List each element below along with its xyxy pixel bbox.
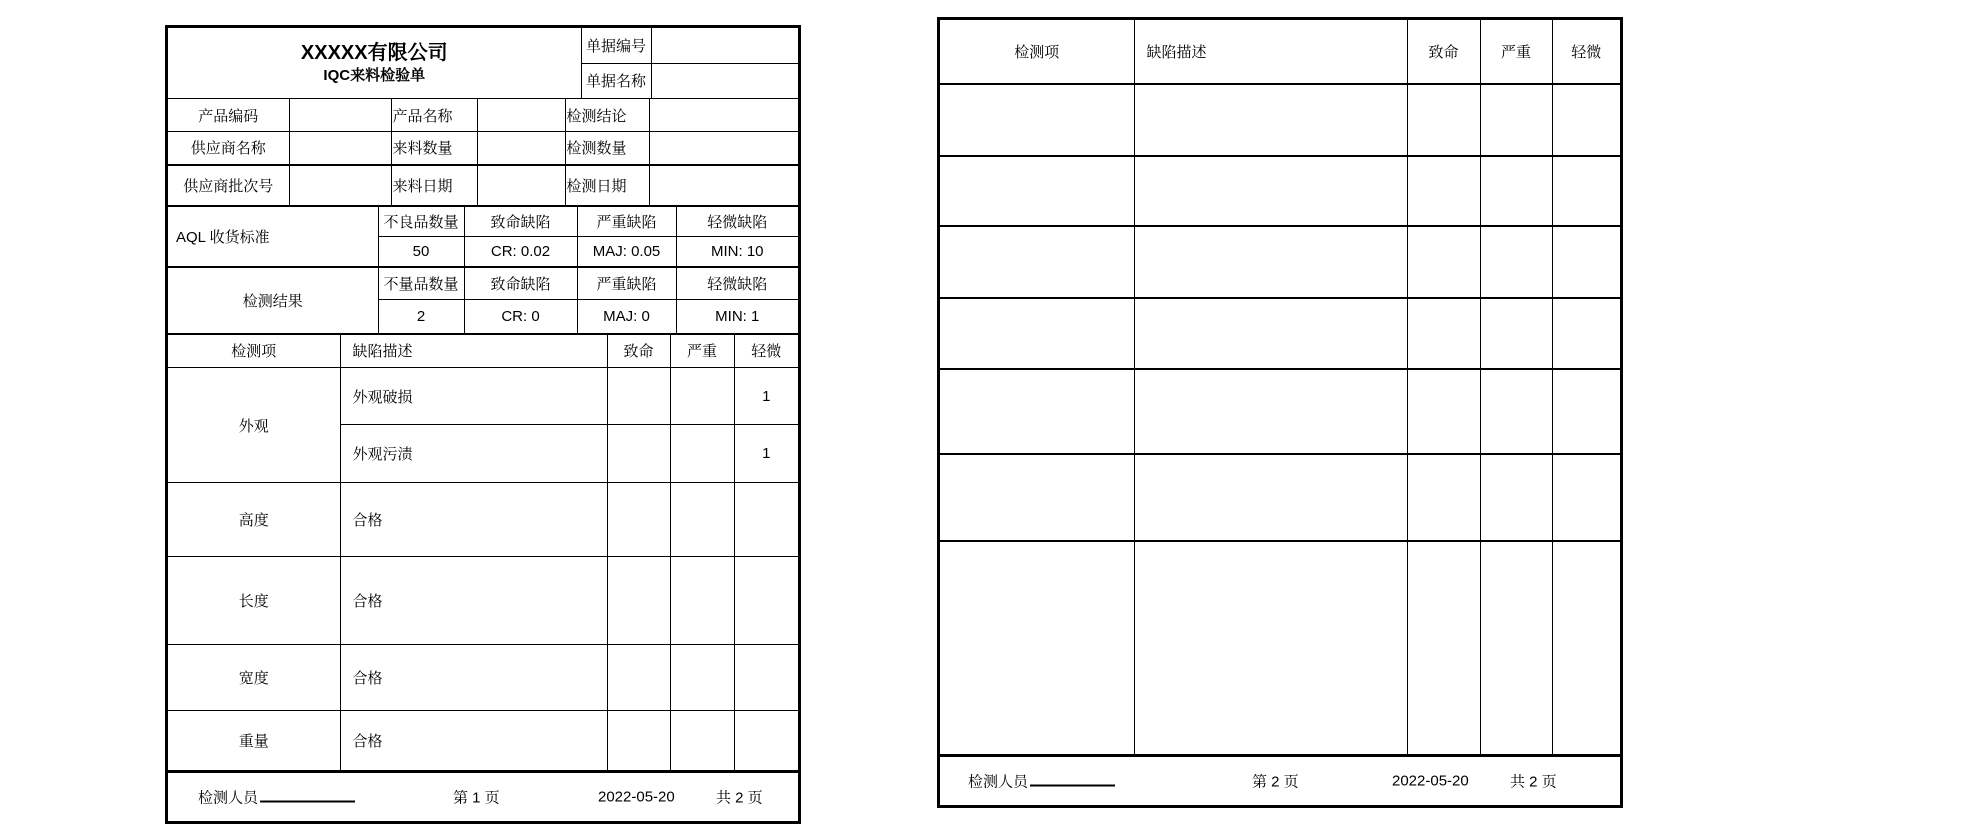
major-count [670, 425, 734, 483]
column-header-major: 严重 [670, 334, 734, 368]
critical-count [607, 425, 670, 483]
empty-cell [1480, 454, 1552, 541]
signature-line [1030, 772, 1115, 787]
aql-standard-label: AQL 收货标准 [168, 206, 378, 267]
table-row [168, 165, 798, 205]
empty-cell [940, 84, 1134, 156]
signature-line [260, 787, 355, 802]
empty-cell [1480, 541, 1552, 754]
column-header-major: 严重 [1480, 20, 1552, 84]
empty-cell [940, 298, 1134, 369]
minor-defect-header: 轻微缺陷 [676, 206, 798, 237]
inspection-result-label: 检测结果 [168, 267, 378, 333]
header-block [168, 28, 798, 98]
iqc-form-page-1 [165, 25, 801, 824]
column-header-minor: 轻微 [1552, 20, 1620, 84]
table-row [940, 226, 1620, 298]
minor-count [734, 557, 798, 645]
page-footer [940, 754, 1620, 805]
table-row [940, 369, 1620, 454]
empty-cell [1407, 156, 1480, 226]
inspector-signature [968, 771, 1115, 792]
table-row [168, 368, 798, 425]
table-row [168, 645, 798, 711]
critical-count [607, 645, 670, 711]
defect-qty-value: 50 [378, 237, 464, 267]
major-count [670, 711, 734, 770]
result-defect-qty-header: 不量品数量 [378, 267, 464, 300]
major-count [670, 483, 734, 557]
column-header-item: 检测项 [168, 334, 340, 368]
item-width: 宽度 [168, 645, 340, 711]
item-weight: 重量 [168, 711, 340, 770]
defect-desc: 合格 [340, 483, 607, 557]
empty-cell [1552, 156, 1620, 226]
defect-desc: 合格 [340, 645, 607, 711]
empty-cell [940, 454, 1134, 541]
inspection-date-value [649, 165, 798, 205]
supplier-name-value [289, 132, 391, 165]
supplier-batch-value [289, 165, 391, 205]
incoming-date-label: 来料日期 [391, 165, 477, 205]
critical-count [607, 711, 670, 770]
result-minor-header: 轻微缺陷 [676, 267, 798, 300]
empty-cell [1552, 541, 1620, 754]
empty-cell [940, 226, 1134, 298]
column-header-desc: 缺陷描述 [340, 334, 607, 368]
minor-count [734, 483, 798, 557]
critical-defect-header: 致命缺陷 [464, 206, 577, 237]
table-row [940, 454, 1620, 541]
total-pages: 共 2 页 [716, 789, 763, 806]
iqc-form-page-2 [937, 17, 1623, 808]
column-header-item: 检测项 [940, 20, 1134, 84]
empty-cell [1552, 226, 1620, 298]
doc-name-label: 单据名称 [581, 63, 651, 98]
page-number: 第 2 页 [1252, 773, 1299, 791]
empty-cell [940, 156, 1134, 226]
detail-header-row [168, 334, 798, 368]
column-header-critical: 致命 [607, 334, 670, 368]
critical-count [607, 483, 670, 557]
empty-cell [940, 369, 1134, 454]
empty-cell [1407, 454, 1480, 541]
column-header-minor: 轻微 [734, 334, 798, 368]
form-title: IQC来料检验单 [323, 67, 426, 84]
critical-count [607, 368, 670, 425]
empty-cell [1134, 454, 1407, 541]
empty-cell [1407, 226, 1480, 298]
empty-cell [1407, 298, 1480, 369]
incoming-qty-value [477, 132, 565, 165]
inspector-label: 检测人员 [968, 773, 1029, 791]
defect-desc: 外观破损 [340, 368, 607, 425]
critical-count [607, 557, 670, 645]
total-pages: 共 2 页 [1510, 773, 1557, 791]
doc-number-label: 单据编号 [581, 28, 651, 63]
defect-desc: 合格 [340, 557, 607, 645]
detail-table [168, 333, 798, 770]
doc-number-value [651, 28, 798, 63]
footer-date: 2022-05-20 [598, 788, 675, 805]
table-row [168, 483, 798, 557]
empty-cell [1134, 541, 1407, 754]
minor-count: 1 [734, 368, 798, 425]
result-major-value: MAJ: 0 [577, 300, 676, 333]
minor-count [734, 645, 798, 711]
empty-cell [1480, 156, 1552, 226]
info-block [168, 98, 798, 205]
empty-cell [1480, 369, 1552, 454]
minor-count [734, 711, 798, 770]
table-row [168, 267, 798, 300]
empty-cell [1552, 454, 1620, 541]
empty-cell [1134, 298, 1407, 369]
detail-header-row [940, 20, 1620, 84]
major-count [670, 368, 734, 425]
minor-count: 1 [734, 425, 798, 483]
item-height: 高度 [168, 483, 340, 557]
empty-cell [1480, 298, 1552, 369]
column-header-desc: 缺陷描述 [1134, 20, 1407, 84]
table-row [940, 541, 1620, 754]
minor-defect-value: MIN: 10 [676, 237, 798, 267]
major-defect-value: MAJ: 0.05 [577, 237, 676, 267]
critical-defect-value: CR: 0.02 [464, 237, 577, 267]
incoming-date-value [477, 165, 565, 205]
empty-cell [1134, 369, 1407, 454]
defect-qty-header: 不良品数量 [378, 206, 464, 237]
doc-name-value [651, 63, 798, 98]
item-length: 长度 [168, 557, 340, 645]
result-critical-value: CR: 0 [464, 300, 577, 333]
product-name-label: 产品名称 [391, 99, 477, 132]
result-major-header: 严重缺陷 [577, 267, 676, 300]
table-row [940, 298, 1620, 369]
empty-cell [1134, 226, 1407, 298]
empty-cell [1552, 298, 1620, 369]
table-row [168, 99, 798, 132]
company-name: XXXXX有限公司 [300, 42, 448, 64]
empty-cell [1134, 84, 1407, 156]
empty-cell [1480, 226, 1552, 298]
table-row [168, 206, 798, 237]
major-defect-header: 严重缺陷 [577, 206, 676, 237]
inspection-qty-label: 检测数量 [565, 132, 649, 165]
table-row [168, 132, 798, 165]
detail-table-page2 [940, 20, 1620, 754]
table-row [168, 557, 798, 645]
inspector-label: 检测人员 [198, 789, 259, 806]
inspection-date-label: 检测日期 [565, 165, 649, 205]
product-code-value [289, 99, 391, 132]
empty-cell [1407, 369, 1480, 454]
major-count [670, 645, 734, 711]
footer-date: 2022-05-20 [1392, 772, 1469, 790]
result-defect-qty-value: 2 [378, 300, 464, 333]
defect-desc: 合格 [340, 711, 607, 770]
incoming-qty-label: 来料数量 [391, 132, 477, 165]
column-header-critical: 致命 [1407, 20, 1480, 84]
page-number: 第 1 页 [453, 789, 500, 806]
inspection-qty-value [649, 132, 798, 165]
empty-cell [1480, 84, 1552, 156]
inspector-signature [198, 786, 355, 807]
inspection-conclusion-value [649, 99, 798, 132]
defect-desc: 外观污渍 [340, 425, 607, 483]
table-row [940, 84, 1620, 156]
table-row [940, 156, 1620, 226]
aql-result-block [168, 205, 798, 333]
empty-cell [1407, 84, 1480, 156]
empty-cell [1407, 541, 1480, 754]
table-row [168, 711, 798, 770]
inspection-conclusion-label: 检测结论 [565, 99, 649, 132]
empty-cell [1552, 84, 1620, 156]
major-count [670, 557, 734, 645]
page-footer [168, 770, 798, 821]
result-minor-value: MIN: 1 [676, 300, 798, 333]
empty-cell [1134, 156, 1407, 226]
supplier-name-label: 供应商名称 [168, 132, 289, 165]
item-appearance: 外观 [168, 368, 340, 483]
empty-cell [940, 541, 1134, 754]
result-critical-header: 致命缺陷 [464, 267, 577, 300]
product-name-value [477, 99, 565, 132]
title-cell [168, 28, 581, 98]
supplier-batch-label: 供应商批次号 [168, 165, 289, 205]
table-row [168, 28, 798, 63]
product-code-label: 产品编码 [168, 99, 289, 132]
empty-cell [1552, 369, 1620, 454]
